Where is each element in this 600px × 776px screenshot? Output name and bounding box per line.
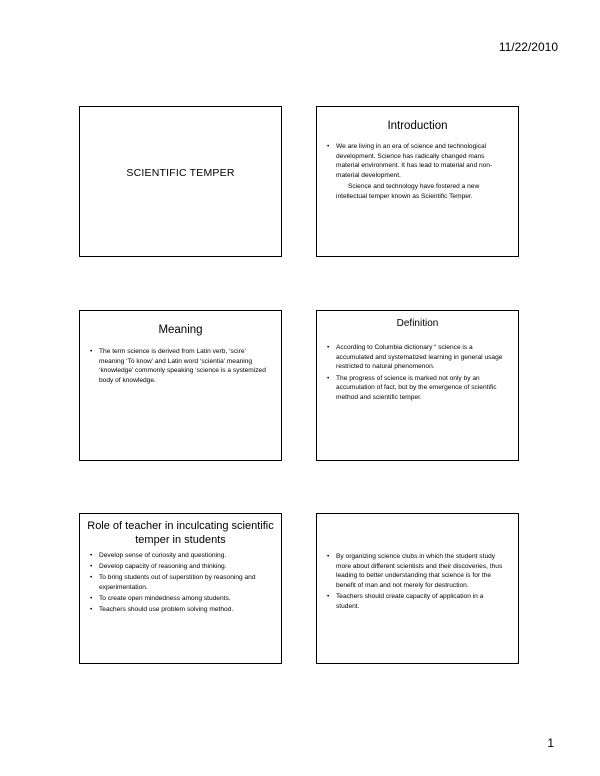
bullet-item: • To bring students out of superstition by reasoning and experimentation. — [90, 573, 271, 592]
bullet-list — [317, 343, 518, 403]
bullet-list — [80, 347, 281, 385]
bullet-item: • To create open mindedness among students. — [90, 594, 271, 604]
slide-role-of-teacher — [79, 513, 282, 664]
bullet-item: • We are living in an era of science and technological development. Science has radically changed mans material environment. It has lead to material and non-material development. — [327, 142, 508, 180]
slide-main-title: SCIENTIFIC TEMPER — [126, 167, 235, 179]
bullet-item: • Teachers should create capacity of application in a student. — [327, 592, 508, 611]
slide-meaning — [79, 310, 282, 461]
bullet-list — [317, 142, 518, 180]
slide-paragraph: Science and technology have fostered a new intellectual temper known as Scientific Temper. — [336, 183, 480, 200]
bullet-item: • By organizing science clubs in which the student study more about different scientists and their discoveries, thus leading to better understanding that science is for the benefit of man and not merely for destruction. — [327, 552, 508, 590]
bullet-list — [80, 551, 281, 615]
page-number: 1 — [547, 736, 554, 750]
bullet-item: • The term science is derived from Latin verb, ‘scire’ meaning ‘To know’ and Latin word ‘scientia’ meaning ‘knowledge’ commonly speaking ‘science is a systemized body of knowledge. — [90, 347, 271, 385]
slide-introduction — [316, 106, 519, 257]
bullet-item: • Develop capacity of reasoning and thinking. — [90, 562, 271, 572]
slide-heading: Definition — [396, 318, 439, 329]
bullet-item: • The progress of science is marked not only by an accumulation of fact, but by the emergence of scientific method and scientific temper. — [327, 374, 508, 403]
bullet-list — [317, 552, 518, 612]
slide-heading: Role of teacher in inculcating scientific temper in students — [87, 520, 274, 546]
slide-title-scientific-temper — [79, 106, 282, 257]
slide-heading: Introduction — [387, 120, 448, 132]
slide-role-continued — [316, 513, 519, 664]
slide-heading: Meaning — [158, 324, 203, 336]
bullet-item: • According to Columbia dictionary “ science is a accumulated and systematized learning in general usage restricted to natural phenomenon. — [327, 343, 508, 372]
bullet-item: • Develop sense of curiosity and questioning. — [90, 551, 271, 561]
print-date: 11/22/2010 — [498, 40, 558, 54]
slide-definition — [316, 310, 519, 461]
bullet-item: • Teachers should use problem solving method. — [90, 605, 271, 615]
